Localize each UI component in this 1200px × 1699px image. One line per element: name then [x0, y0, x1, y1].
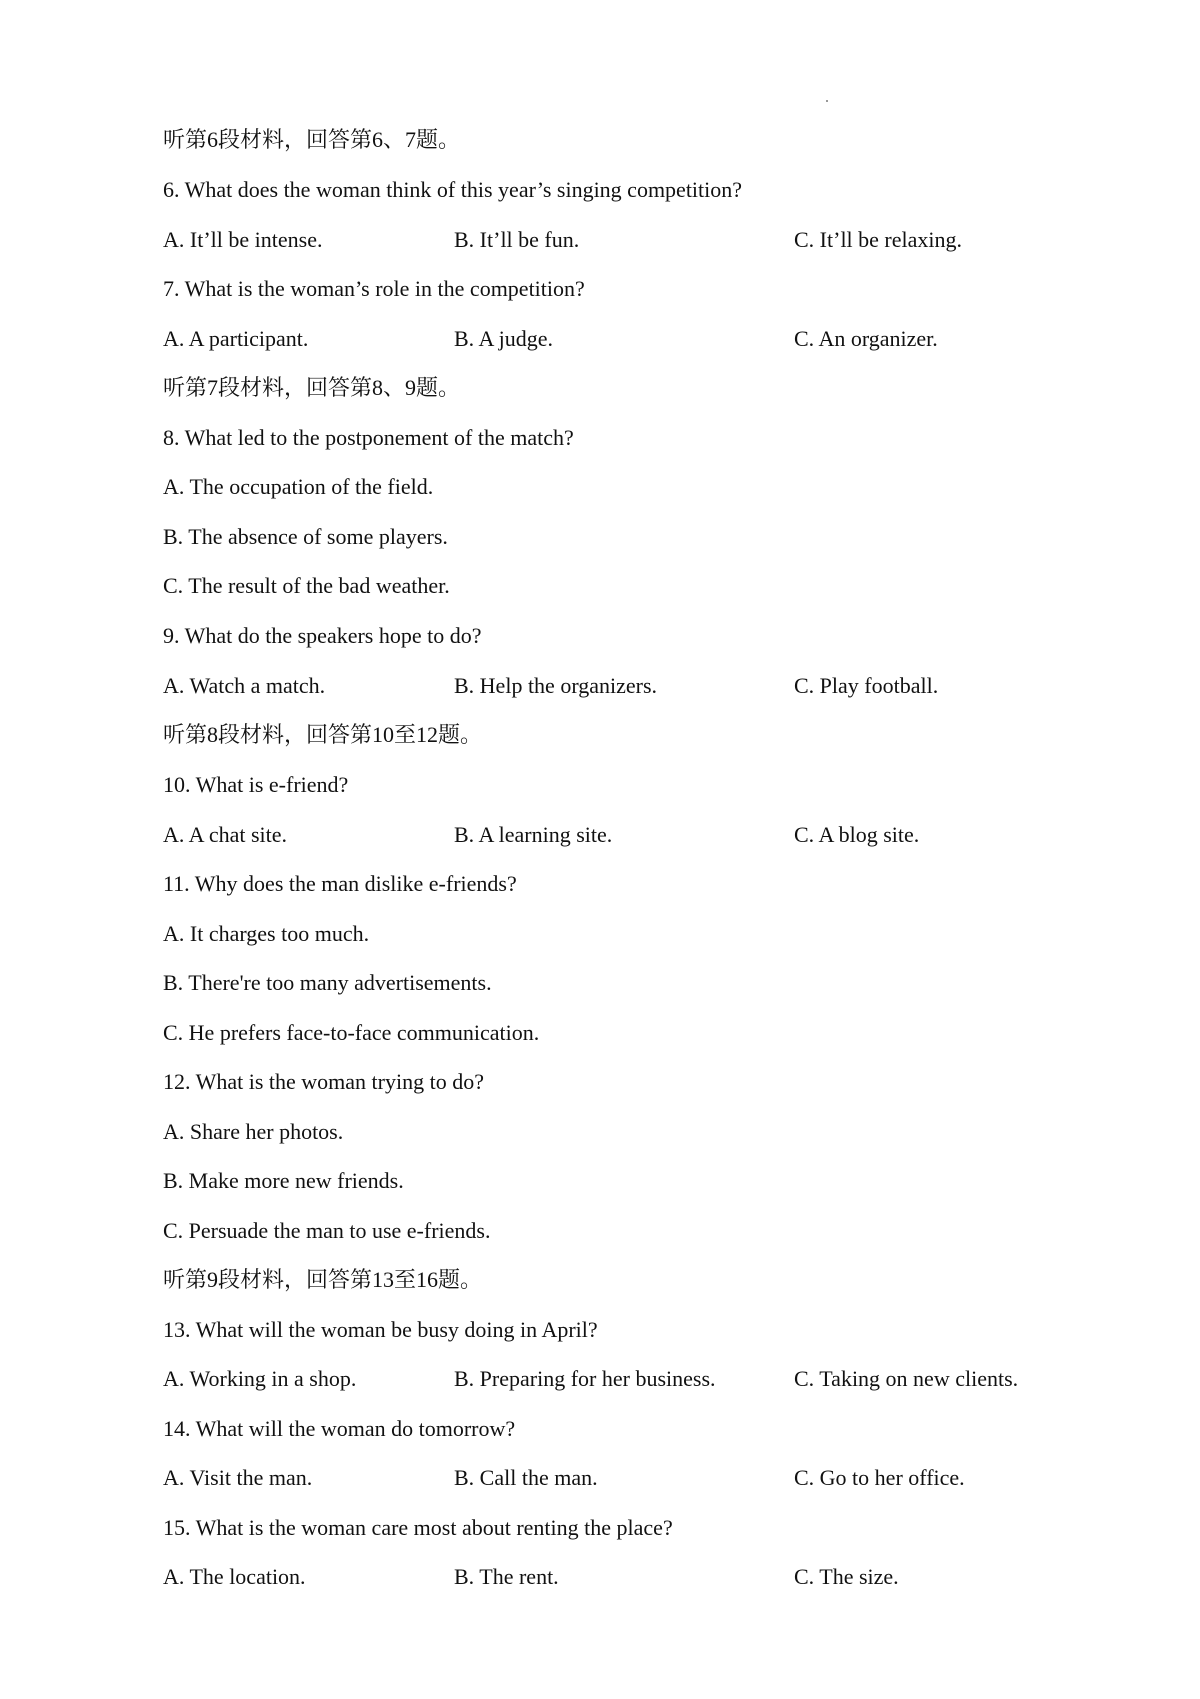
- option-9c: C. Play football.: [794, 673, 939, 698]
- section-header: 听第6段材料，回答第6、7题。: [163, 127, 461, 152]
- option-10a: A. A chat site.: [163, 822, 288, 847]
- question-14: 14. What will the woman do tomorrow?: [163, 1416, 516, 1441]
- question-12: 12. What is the woman trying to do?: [163, 1069, 484, 1094]
- section-header: 听第7段材料，回答第8、9题。: [163, 375, 461, 400]
- option-13b: B. Preparing for her business.: [454, 1366, 716, 1391]
- section-header: 听第9段材料，回答第13至16题。: [163, 1267, 483, 1292]
- question-11: 11. Why does the man dislike e-friends?: [163, 871, 517, 896]
- option-10b: B. A learning site.: [454, 822, 613, 847]
- option-14c: C. Go to her office.: [794, 1465, 965, 1490]
- option-11a: A. It charges too much.: [163, 921, 370, 946]
- option-7c: C. An organizer.: [794, 326, 938, 351]
- question-10: 10. What is e-friend?: [163, 772, 349, 797]
- option-12c: C. Persuade the man to use e-friends.: [163, 1218, 491, 1243]
- option-11b: B. There're too many advertisements.: [163, 970, 492, 995]
- option-9a: A. Watch a match.: [163, 673, 326, 698]
- question-8: 8. What led to the postponement of the match?: [163, 425, 574, 450]
- question-13: 13. What will the woman be busy doing in April?: [163, 1317, 598, 1342]
- section-header: 听第8段材料，回答第10至12题。: [163, 722, 483, 747]
- question-15: 15. What is the woman care most about renting the place?: [163, 1515, 673, 1540]
- option-15c: C. The size.: [794, 1564, 899, 1589]
- option-15a: A. The location.: [163, 1564, 306, 1589]
- option-11c: C. He prefers face-to-face communication.: [163, 1020, 540, 1045]
- option-6a: A. It’ll be intense.: [163, 227, 323, 252]
- question-7: 7. What is the woman’s role in the competition?: [163, 276, 585, 301]
- option-7a: A. A participant.: [163, 326, 309, 351]
- question-9: 9. What do the speakers hope to do?: [163, 623, 482, 648]
- option-13a: A. Working in a shop.: [163, 1366, 357, 1391]
- option-14a: A. Visit the man.: [163, 1465, 313, 1490]
- option-8c: C. The result of the bad weather.: [163, 573, 450, 598]
- speck: [826, 100, 828, 102]
- option-9b: B. Help the organizers.: [454, 673, 658, 698]
- option-15b: B. The rent.: [454, 1564, 559, 1589]
- option-8b: B. The absence of some players.: [163, 524, 448, 549]
- option-8a: A. The occupation of the field.: [163, 474, 434, 499]
- option-13c: C. Taking on new clients.: [794, 1366, 1019, 1391]
- option-12b: B. Make more new friends.: [163, 1168, 404, 1193]
- option-14b: B. Call the man.: [454, 1465, 598, 1490]
- question-6: 6. What does the woman think of this year’s singing competition?: [163, 177, 743, 202]
- option-10c: C. A blog site.: [794, 822, 920, 847]
- option-7b: B. A judge.: [454, 326, 554, 351]
- option-12a: A. Share her photos.: [163, 1119, 344, 1144]
- option-6b: B. It’ll be fun.: [454, 227, 580, 252]
- option-6c: C. It’ll be relaxing.: [794, 227, 963, 252]
